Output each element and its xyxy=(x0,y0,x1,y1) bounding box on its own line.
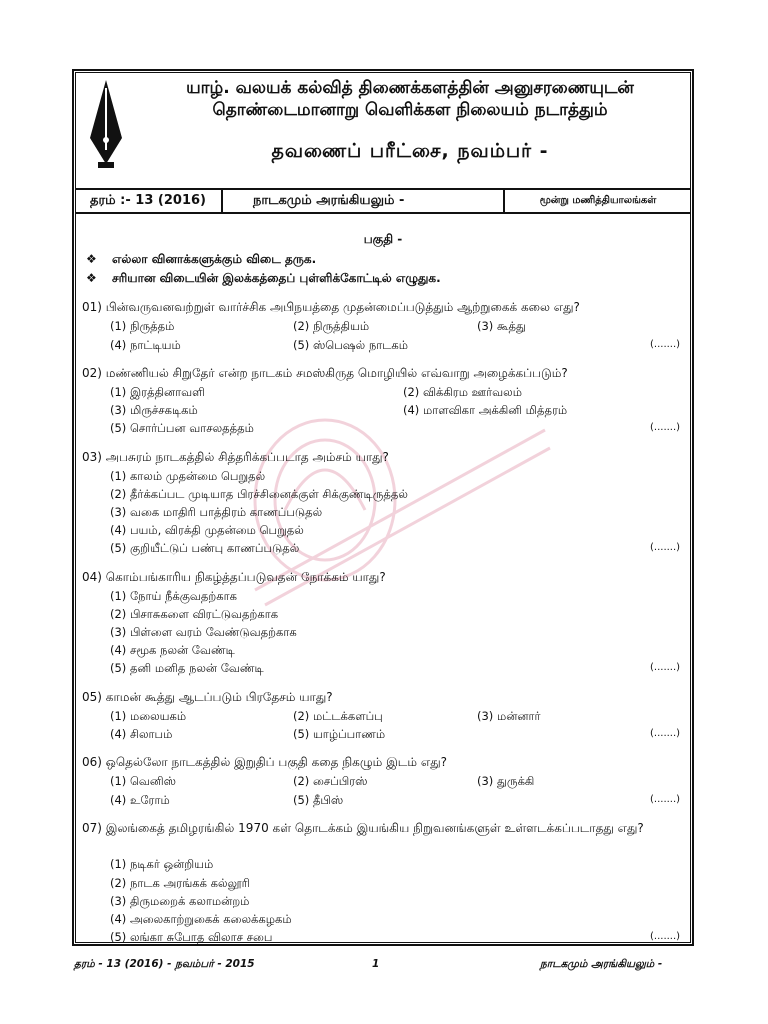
q6-answer-blank[interactable]: (.......) xyxy=(650,794,681,805)
q1-option-4: (4) நாட்டியம் xyxy=(110,338,181,352)
q3-option-1: (1) காலம் முதன்மை பெறுதல் xyxy=(110,469,266,483)
q7-answer-blank[interactable]: (.......) xyxy=(650,931,681,942)
q3-option-5: (5) குறியீட்டுப் பண்பு காணப்படுதல் xyxy=(110,541,300,555)
q3-answer-blank[interactable]: (.......) xyxy=(650,542,681,553)
q3-option-2: (2) தீர்க்கப்பட முடியாத பிரச்சினைக்குள் சிக்குண்டிருத்தல் xyxy=(110,487,408,501)
q2-option-4: (4) மாளவிகா அக்கினி மித்தரம் xyxy=(403,403,568,417)
instruction-text: சரியான விடையின் இலக்கத்தைப் புள்ளிக்கோட்டில் எழுதுக. xyxy=(112,271,441,285)
header-line-1: யாழ். வலயக் கல்வித் திணைக்களத்தின் அனுசரணையுடன் xyxy=(186,78,634,98)
q1-option-2: (2) நிருத்தியம் xyxy=(293,319,370,333)
q1-option-3: (3) கூத்து xyxy=(477,319,526,333)
header-line-2: தொண்டைமானாறு வெளிக்கள நிலையம் நடாத்தும் xyxy=(212,100,608,120)
q5-answer-blank[interactable]: (.......) xyxy=(650,728,681,739)
bullet-icon: ❖ xyxy=(86,271,97,285)
q6-option-2: (2) சைப்பிரஸ் xyxy=(293,774,368,788)
q5-option-4: (4) சிலாபம் xyxy=(110,727,173,741)
q7-option-3: (3) திருமறைக் கலாமன்றம் xyxy=(110,894,250,908)
question-4: 04) கொம்பங்காரிய நிகழ்த்தப்படுவதன் நோக்கம் யாது? xyxy=(82,570,386,584)
q4-option-1: (1) நோய் நீக்குவதற்காக xyxy=(110,589,237,603)
q4-option-4: (4) சமூக நலன் வேண்டி xyxy=(110,643,235,657)
q2-option-3: (3) மிருச்சகடிகம் xyxy=(110,403,198,417)
question-2: 02) மண்ணியல் சிறுதேர் என்ற நாடகம் சமஸ்கிருத மொழியில் எவ்வாறு அழைக்கப்படும்? xyxy=(82,366,568,380)
q7-option-2: (2) நாடக அரங்கக் கல்லூரி xyxy=(110,876,250,890)
q6-option-4: (4) உரோம் xyxy=(110,793,170,807)
q5-option-1: (1) மலையகம் xyxy=(110,709,187,723)
q3-option-4: (4) பயம், விரக்தி முதன்மை பெறுதல் xyxy=(110,523,304,537)
q2-option-1: (1) இரத்தினாவளி xyxy=(110,385,205,399)
footer-left: தரம் - 13 (2016) - நவம்பர் - 2015 xyxy=(74,958,255,970)
q2-option-5: (5) சொர்ப்பன வாசலதத்தம் xyxy=(110,421,254,435)
question-5: 05) காமன் கூத்து ஆடப்படும் பிரதேசம் யாது? xyxy=(82,690,333,704)
q4-option-2: (2) பிசாசுகளை விரட்டுவதற்காக xyxy=(110,607,279,621)
question-6: 06) ஒதெல்லோ நாடகத்தில் இறுதிப் பகுதி கதை நிகழும் இடம் எது? xyxy=(82,755,447,769)
q1-option-5: (5) ஸ்பெஷல் நாடகம் xyxy=(293,338,409,352)
grade-label: தரம் :- 13 (2016) xyxy=(75,190,223,212)
footer-right: நாடகமும் அரங்கியலும் - xyxy=(540,958,663,970)
q7-option-1: (1) நடிகர் ஒன்றியம் xyxy=(110,857,214,871)
q5-option-3: (3) மன்னார் xyxy=(477,709,541,723)
instruction-item xyxy=(86,252,316,268)
q3-option-3: (3) வகை மாதிரி பாத்திரம் காணப்படுதல் xyxy=(110,505,323,519)
duration-label: மூன்று மணித்தியாலங்கள் xyxy=(539,195,657,206)
q7-option-4: (4) அலைகாற்றுகைக் கலைக்கழகம் xyxy=(110,912,292,926)
question-1: 01) பின்வருவனவற்றுள் வார்ச்சிக அபிநயத்தை முதன்மைப்படுத்தும் ஆற்றுகைக் கலை எது? xyxy=(82,300,580,314)
q7-option-5: (5) லங்கா சுபோத விலாச சபை xyxy=(110,930,273,944)
instruction-item xyxy=(86,271,441,287)
q5-option-5: (5) யாழ்ப்பாணம் xyxy=(293,727,386,741)
instruction-text: எல்லா வினாக்களுக்கும் விடை தருக. xyxy=(112,252,317,266)
q2-option-2: (2) விக்கிரம ஊர்வலம் xyxy=(403,385,522,399)
q1-answer-blank[interactable]: (.......) xyxy=(650,339,681,350)
exam-title: தவணைப் பரீட்சை, நவம்பர் - xyxy=(271,140,549,162)
q4-answer-blank[interactable]: (.......) xyxy=(650,662,681,673)
question-7: 07) இலங்கைத் தமிழரங்கில் 1970 கள் தொடக்கம் இயங்கிய நிறுவனங்களுள் உள்ளடக்கப்படாதது எது? xyxy=(82,821,644,835)
q4-option-3: (3) பிள்ளை வரம் வேண்டுவதற்காக xyxy=(110,625,297,639)
page-number: 1 xyxy=(372,958,380,970)
q6-option-5: (5) தீபிஸ் xyxy=(293,793,344,807)
q2-answer-blank[interactable]: (.......) xyxy=(650,422,681,433)
q6-option-1: (1) வெனிஸ் xyxy=(110,774,177,788)
bullet-icon: ❖ xyxy=(86,252,97,266)
question-3: 03) அபசுரம் நாடகத்தில் சித்தரிக்கப்படாத அம்சம் யாது? xyxy=(82,450,389,464)
q6-option-3: (3) துருக்கி xyxy=(477,774,535,788)
q1-option-1: (1) நிருத்தம் xyxy=(110,319,175,333)
q5-option-2: (2) மட்டக்களப்பு xyxy=(293,709,383,723)
info-bar xyxy=(75,188,691,214)
pen-nib-logo-icon xyxy=(84,78,128,170)
q4-option-5: (5) தனி மனித நலன் வேண்டி xyxy=(110,661,264,675)
subject-label: நாடகமும் அரங்கியலும் - xyxy=(223,190,505,212)
section-title: பகுதி - xyxy=(363,232,403,246)
